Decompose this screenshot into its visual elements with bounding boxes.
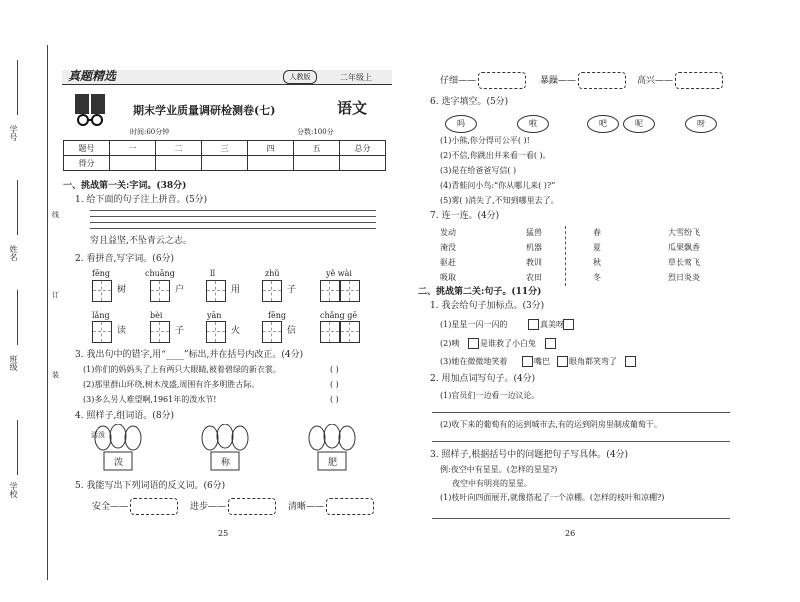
score-input[interactable] [202, 156, 248, 171]
antonym-word: 高兴—— [637, 76, 674, 86]
match-word[interactable]: 发动 [440, 228, 456, 237]
q1-sentence: 穷且益坚,不坠青云之志。 [90, 236, 192, 246]
pinyin: fēng [268, 311, 286, 320]
match-word[interactable]: 吸取 [440, 273, 456, 282]
punct-box[interactable] [557, 356, 568, 367]
score-table [63, 140, 386, 171]
match-word[interactable]: 大雪纷飞 [668, 228, 700, 237]
punct-text: (1)星星一闪一闪的 [440, 320, 508, 329]
q2-item: (2)收下来的葡萄有的运到城市去,有的运到阴房里制成葡萄干。 [440, 420, 662, 429]
edition-badge: 人教版 [283, 70, 317, 84]
char-box[interactable] [150, 321, 170, 343]
q3-item: (2)那里群山环绕,树木茂盛,周围有许多明胜古际。 [83, 380, 260, 389]
grade-label: 二年级上 [340, 73, 372, 82]
antonym-word: 清晰—— [288, 502, 325, 512]
match-word[interactable]: 机器 [526, 243, 542, 252]
answer-box[interactable] [478, 72, 526, 89]
match-word[interactable]: 夏 [593, 243, 601, 252]
pinyin: chǎng gē [320, 311, 358, 320]
match-word[interactable]: 猛兽 [526, 228, 542, 237]
q5-prompt: 5. 我能写出下列词语的反义词。(6分) [75, 481, 226, 491]
given-char: 读 [117, 326, 127, 336]
s2-q3-prompt: 3. 照样子,根据括号中的问题把句子写具体。(4分) [430, 450, 629, 460]
margin-blank [17, 290, 18, 345]
subject-title: 语文 [337, 99, 368, 117]
char-option: 呀 [685, 115, 717, 133]
match-word[interactable]: 春 [593, 228, 601, 237]
q6-item: (4)青蛙问小鸟:“你从哪儿来( )?” [440, 181, 556, 190]
q3-item: (1)枝叶向四面展开,就像搭起了一个凉棚。(怎样的枝叶和凉棚?) [440, 493, 665, 502]
writing-line [90, 210, 376, 211]
match-word[interactable]: 农田 [526, 273, 542, 282]
char-box[interactable] [150, 280, 170, 302]
answer-box[interactable] [228, 498, 276, 515]
match-word[interactable]: 冬 [593, 273, 601, 282]
q3-example: 夜空中有明亮的星星。 [452, 479, 532, 488]
margin-school: 学校 [9, 482, 18, 498]
table-cell: 三 [202, 141, 248, 156]
q6-prompt: 6. 选字填空。(5分) [430, 97, 509, 107]
divider [565, 226, 566, 286]
margin-name: 姓名 [9, 245, 18, 261]
q3-item: (1)你们的妈妈头了上有两只大眼睛,被着碧绿的新衣裳。 [83, 365, 281, 374]
pinyin: fēng [92, 269, 110, 278]
score-table-head [64, 141, 386, 156]
pinyin: lǐ [210, 269, 216, 278]
antonym-word: 安全—— [92, 502, 129, 512]
given-char: 子 [175, 326, 185, 336]
writing-line [90, 222, 376, 223]
table-cell: 四 [248, 141, 294, 156]
punct-text: (2)咦 [440, 339, 460, 348]
char-option: 啦 [517, 115, 549, 133]
answer-line[interactable] [432, 518, 730, 519]
char-box[interactable] [206, 321, 226, 343]
q1-prompt: 1. 给下面的句子注上拼音。(5分) [75, 195, 208, 205]
answer-paren[interactable]: ( ) [330, 380, 339, 389]
pot-char: 泼 [114, 458, 124, 468]
answer-line[interactable] [432, 412, 730, 413]
q3-prompt: 3. 我出句中的错字,用“____”标出,并在括号内改正。(4分) [75, 350, 304, 360]
table-cell: 总分 [340, 141, 386, 156]
margin-bind-label: 订 [52, 291, 59, 299]
pinyin: zhǔ [265, 269, 280, 278]
writing-line [90, 216, 376, 217]
binding-line [47, 45, 48, 580]
example-word: 活泼 [91, 431, 105, 439]
antonym-word: 暴躁—— [540, 76, 577, 86]
char-box[interactable] [92, 280, 112, 302]
margin-blank [17, 420, 18, 475]
pinyin: chuāng [145, 269, 175, 278]
given-char: 子 [287, 285, 297, 295]
total-score: 分数:100分 [297, 128, 334, 136]
q6-item: (5)雾( )消失了,不知到哪里去了。 [440, 196, 559, 205]
punct-text: 真美呀 [540, 320, 564, 329]
q4-prompt: 4. 照样子,组词语。(8分) [75, 411, 175, 421]
answer-paren[interactable]: ( ) [330, 365, 339, 374]
table-cell: 题号 [64, 141, 110, 156]
margin-stitch-label: 装 [52, 371, 59, 379]
section-1-title: 一、挑战第一关:字词。(38分) [63, 181, 187, 191]
punct-box[interactable] [545, 338, 556, 349]
margin-line-label: 线 [52, 211, 59, 219]
pinyin: bèi [150, 311, 163, 320]
punct-text: 眼角都笑弯了 [569, 357, 617, 366]
pinyin: yān [207, 311, 222, 320]
pinyin: yě wài [326, 269, 352, 278]
exam-title: 期末学业质量调研检测卷(七) [133, 104, 276, 117]
answer-box[interactable] [675, 72, 723, 89]
page-number-left: 25 [218, 529, 229, 538]
section-2-title: 二、挑战第二关:句子。(11分) [418, 287, 542, 297]
table-cell: 二 [156, 141, 202, 156]
match-word[interactable]: 草长莺飞 [668, 258, 700, 267]
table-cell: 五 [294, 141, 340, 156]
pot-char: 肥 [328, 458, 338, 468]
s2-q1-prompt: 1. 我会给句子加标点。(3分) [430, 301, 545, 311]
score-input[interactable] [248, 156, 294, 171]
punct-text: (3)她在微微地笑着 [440, 357, 508, 366]
given-char: 火 [231, 326, 241, 336]
char-box[interactable] [340, 280, 360, 302]
char-option: 吧 [587, 115, 619, 133]
writing-line [90, 228, 376, 229]
char-box[interactable] [320, 321, 340, 343]
punct-text: 是谁救了小白兔 [480, 339, 536, 348]
match-word[interactable]: 淹没 [440, 243, 456, 252]
score-input[interactable] [156, 156, 202, 171]
q3-example: 例:夜空中有星星。(怎样的星星?) [440, 465, 558, 474]
q2-prompt: 2. 看拼音,写字词。(6分) [75, 254, 175, 264]
q3-item: (3)多么另人难望啊,1961年的泼水节! [83, 395, 217, 404]
char-box[interactable] [206, 280, 226, 302]
score-table-row [64, 156, 386, 171]
s2-q2-prompt: 2. 用加点词写句子。(4分) [430, 374, 536, 384]
score-input[interactable] [110, 156, 156, 171]
margin-student-id: 学号 [9, 125, 18, 141]
punct-box[interactable] [522, 356, 533, 367]
char-box[interactable] [340, 321, 360, 343]
given-char: 树 [117, 285, 127, 295]
punct-box[interactable] [468, 338, 479, 349]
answer-box[interactable] [130, 498, 178, 515]
margin-blank [17, 180, 18, 235]
match-word[interactable]: 烈日炎炎 [668, 273, 700, 282]
pot-char: 称 [221, 458, 231, 468]
score-input[interactable] [294, 156, 340, 171]
margin-blank [17, 60, 18, 115]
answer-box[interactable] [578, 72, 626, 89]
score-input[interactable] [340, 156, 386, 171]
char-box[interactable] [320, 280, 340, 302]
q6-item: (1)小熊,你分得可公平( )! [440, 136, 530, 145]
q6-item: (3)是在给爸爸写信( ) [440, 166, 517, 175]
antonym-word: 进步—— [190, 502, 227, 512]
q6-item: (2)不信,你跳出井来看一看( )。 [440, 151, 551, 160]
punct-text: 嘴巴 [534, 357, 550, 366]
answer-box[interactable] [326, 498, 374, 515]
q7-prompt: 7. 连一连。(4分) [430, 211, 500, 221]
series-title: 真题精选 [68, 69, 117, 83]
match-word[interactable]: 教训 [526, 258, 542, 267]
match-word[interactable]: 驱赶 [440, 258, 456, 267]
answer-paren[interactable]: ( ) [330, 395, 339, 404]
punct-box[interactable] [625, 356, 636, 367]
char-box[interactable] [262, 280, 282, 302]
char-option: 呢 [623, 115, 655, 133]
char-box[interactable] [262, 321, 282, 343]
given-char: 信 [287, 326, 297, 336]
char-option: 吗 [445, 115, 477, 133]
match-word[interactable]: 秋 [593, 258, 601, 267]
given-char: 户 [175, 285, 185, 295]
answer-line[interactable] [432, 441, 730, 442]
table-cell: 得分 [64, 156, 110, 171]
match-word[interactable]: 瓜果飘香 [668, 243, 700, 252]
char-box[interactable] [92, 321, 112, 343]
pinyin: lǎng [92, 311, 110, 320]
antonym-word: 仔细—— [440, 76, 477, 86]
margin-class: 班级 [9, 355, 18, 371]
book-glasses-icon [73, 92, 107, 128]
table-cell: 一 [110, 141, 156, 156]
given-char: 用 [231, 285, 241, 295]
punct-box[interactable] [563, 319, 574, 330]
page-number-right: 26 [565, 529, 576, 538]
time-limit: 时间:60分钟 [130, 128, 170, 136]
punct-box[interactable] [528, 319, 539, 330]
q2-item: (1)官员们一边看一边议论。 [440, 391, 540, 400]
